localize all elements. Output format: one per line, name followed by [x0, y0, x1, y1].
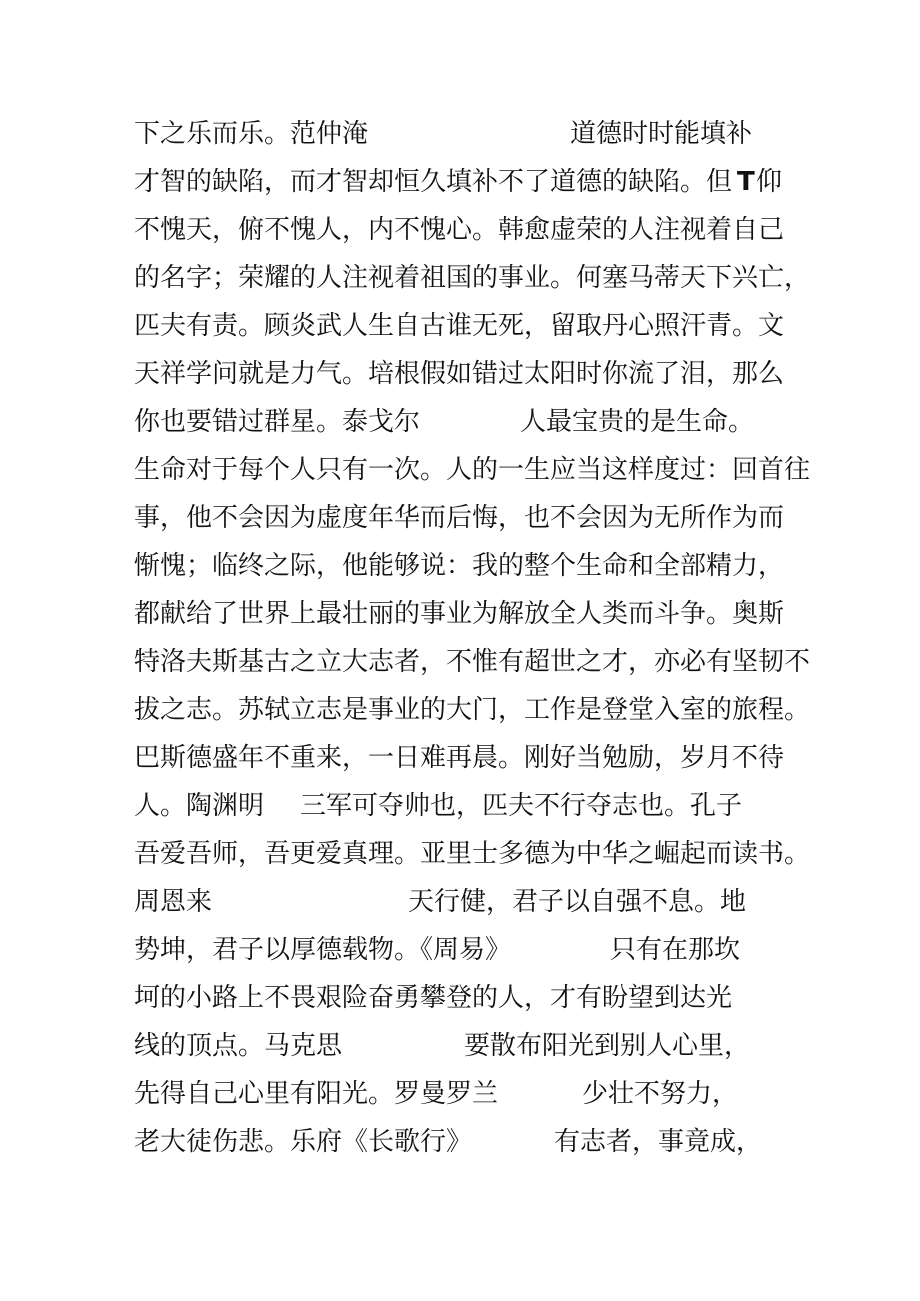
text-segment: 巴斯德盛年不重来，一日难再晨。刚好当勉励，岁月不待 [134, 743, 785, 773]
text-segment: 人。陶渊明 [134, 791, 265, 821]
text-segment: 三军可夺帅也，匹夫不行夺志也。孔子 [300, 791, 743, 821]
text-segment: 你也要错过群星。泰戈尔 [134, 407, 421, 437]
text-segment: 天行健，君子以自强不息。地 [408, 887, 747, 917]
text-segment: 仰 [756, 167, 783, 197]
text-segment: 线的顶点。马克思 [134, 1031, 343, 1061]
text-segment: 的名字；荣耀的人注视着祖国的事业。何塞马蒂天下兴亡， [134, 263, 811, 293]
text-segment: 有志者，事竟成， [554, 1127, 763, 1157]
text-segment: T [737, 167, 755, 197]
text-segment: 下之乐而乐。范仲淹 [134, 119, 369, 149]
text-segment: 势坤，君子以厚德载物。《周易》 [134, 935, 512, 965]
text-segment: 吾爱吾师，吾更爱真理。亚里士多德为中华之崛起而读书。 [134, 839, 811, 869]
text-segment: 拔之志。苏轼立志是事业的大门，工作是登堂入室的旅程。 [134, 695, 811, 725]
text-segment: 坷的小路上不畏艰险奋勇攀登的人，才有盼望到达光 [134, 983, 733, 1013]
text-segment: 周恩来 [134, 887, 213, 917]
text-segment: 匹夫有责。顾炎武人生自古谁无死，留取丹心照汗青。文 [134, 311, 785, 341]
text-segment: 道德时时能填补 [570, 119, 753, 149]
text-segment: 生命对于每个人只有一次。人的一生应当这样度过：回首往 [134, 455, 811, 485]
text-segment: 特洛夫斯基古之立大志者，不惟有超世之才，亦必有坚韧不 [134, 647, 811, 677]
text-segment: 老大徒伤悲。乐府《长歌行》 [134, 1127, 473, 1157]
text-segment: 惭愧；临终之际，他能够说：我的整个生命和全部精力， [134, 551, 785, 581]
text-segment: 要散布阳光到别人心里， [464, 1031, 751, 1061]
text-segment: 只有在那坎 [610, 935, 741, 965]
text-segment: 都献给了世界上最壮丽的事业为解放全人类而斗争。奥斯 [134, 599, 785, 629]
text-segment: 天祥学问就是力气。培根假如错过太阳时你流了泪，那么 [134, 359, 785, 389]
text-segment: 少壮不努力， [582, 1079, 739, 1109]
text-segment: 才智的缺陷，而才智却恒久填补不了道德的缺陷。但 [134, 167, 733, 197]
text-segment: 先得自己心里有阳光。罗曼罗兰 [134, 1079, 499, 1109]
text-segment: 人最宝贵的是生命。 [520, 407, 755, 437]
text-segment: 不愧天，俯不愧人，内不愧心。韩愈虚荣的人注视着自己 [134, 215, 785, 245]
text-segment: 事，他不会因为虚度年华而后悔，也不会因为无所作为而 [134, 503, 785, 533]
